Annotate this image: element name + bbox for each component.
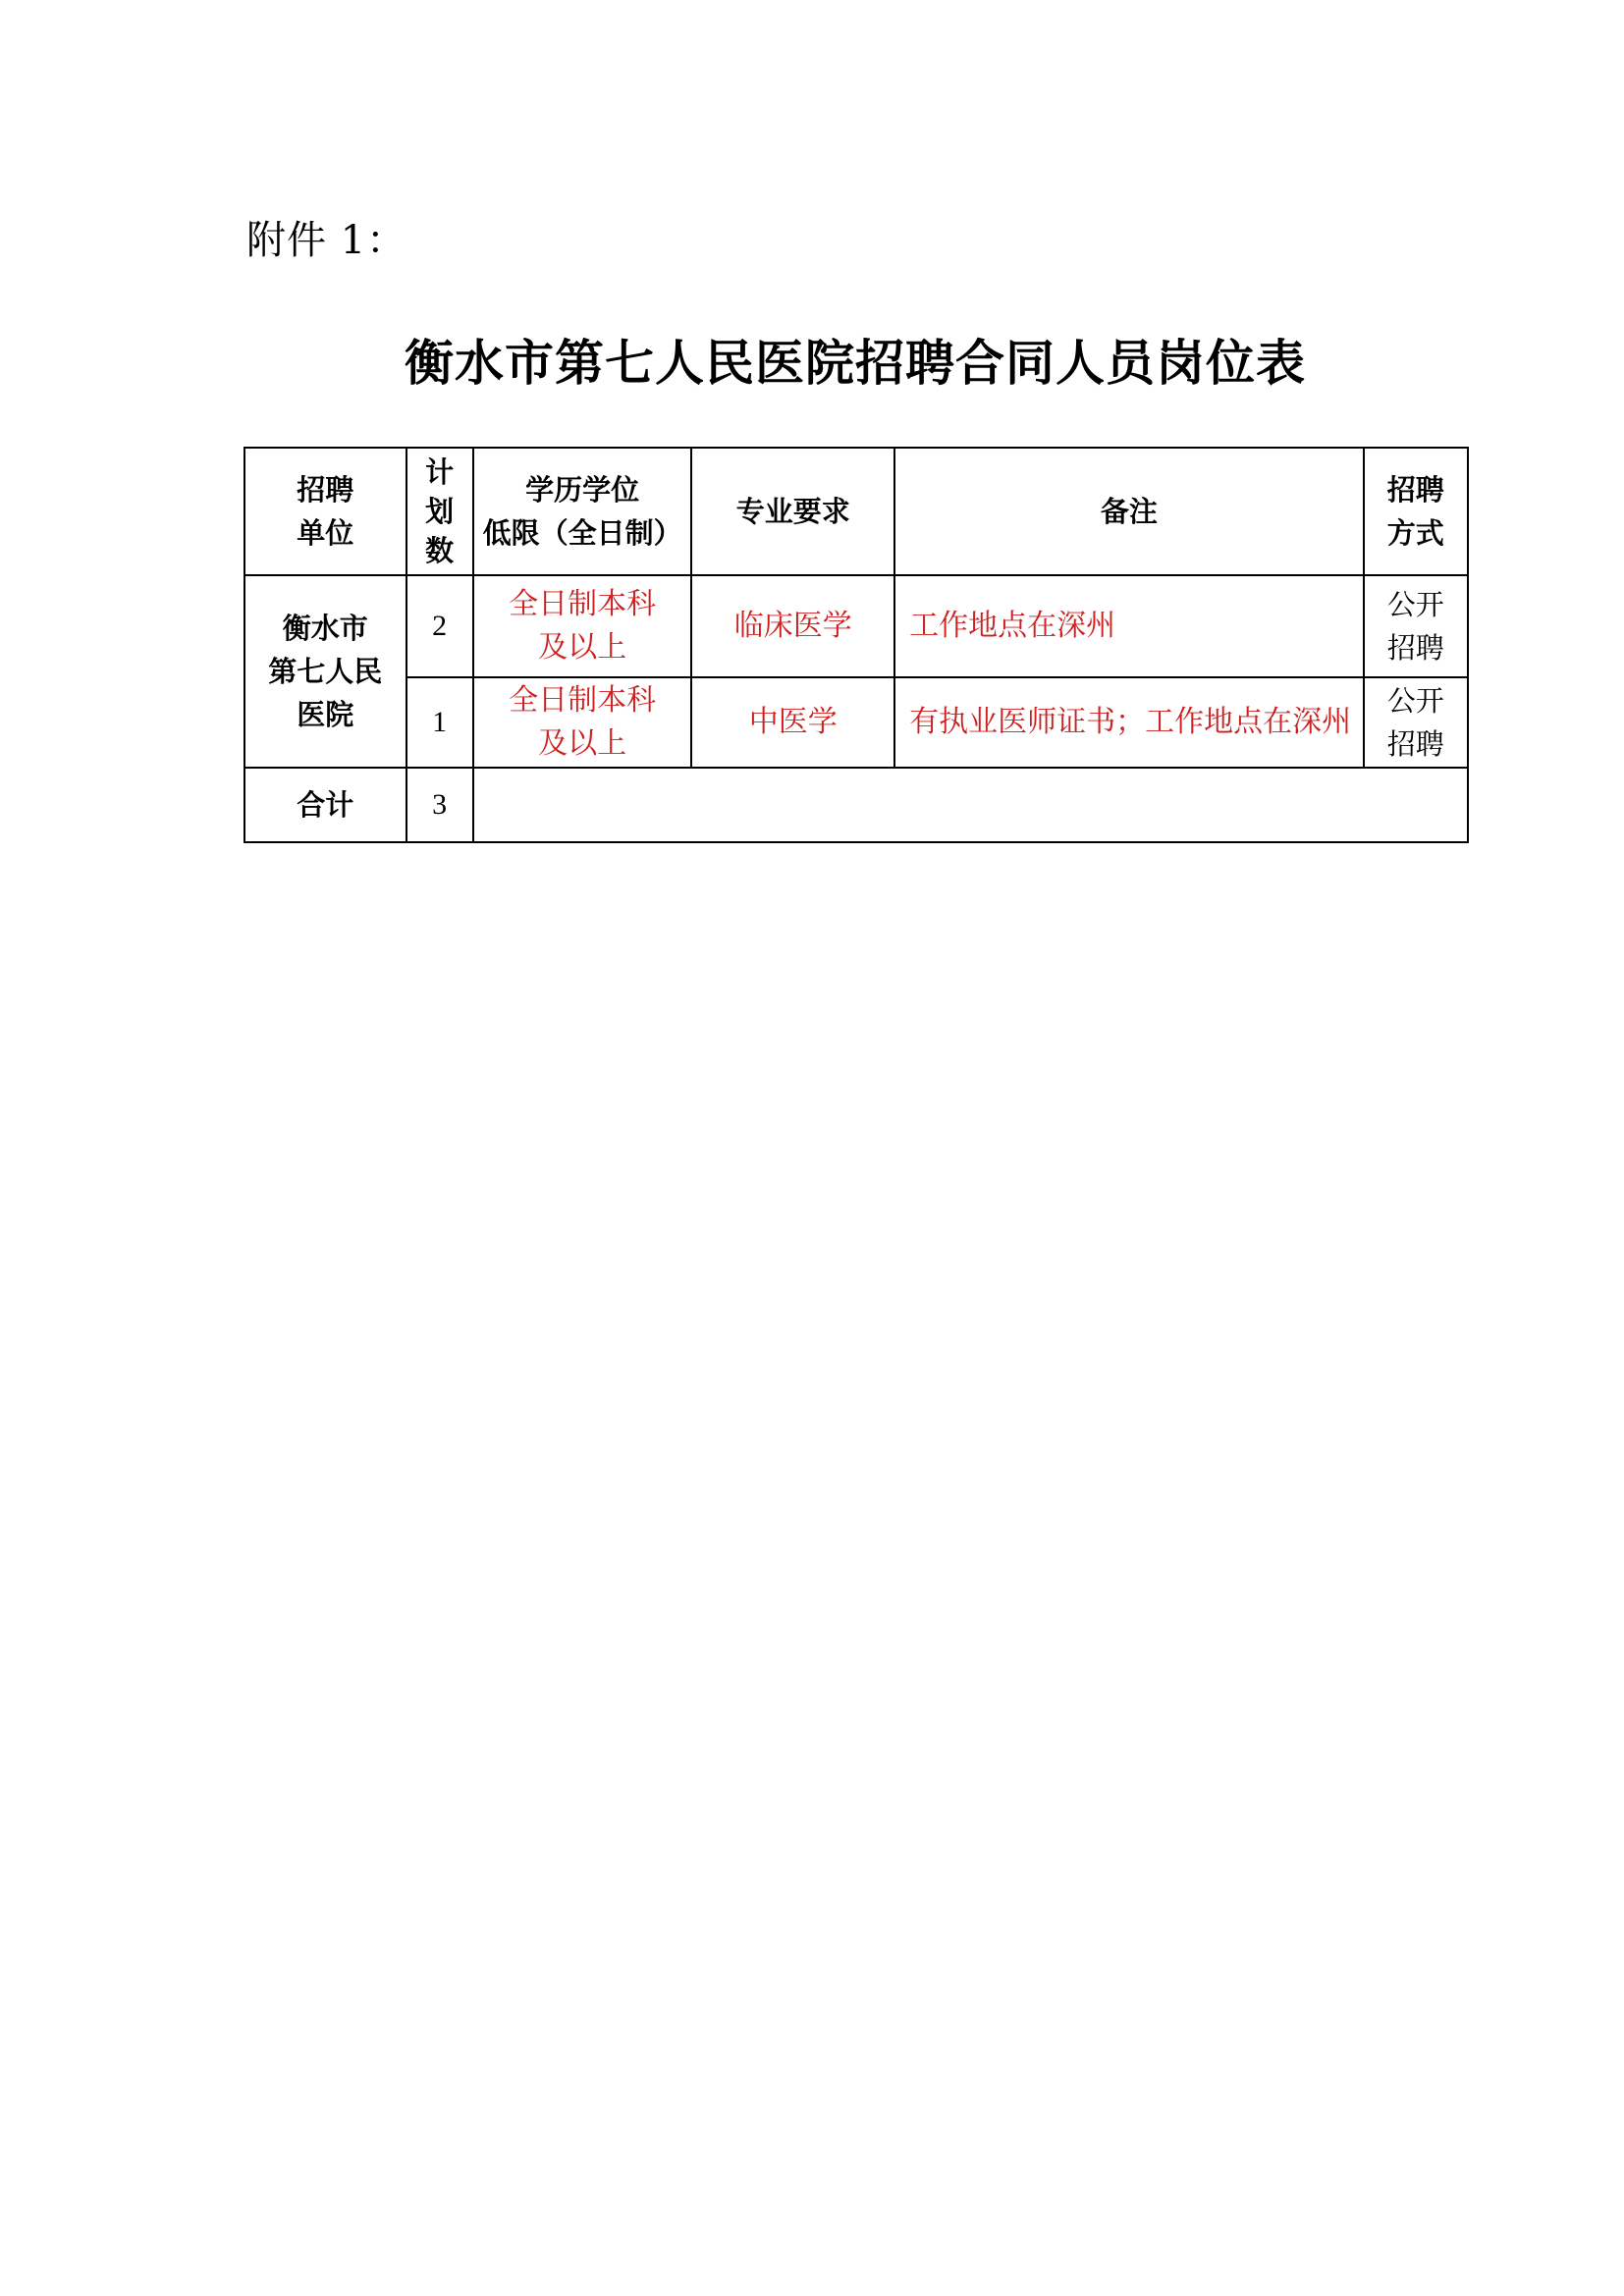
header-method [1364, 448, 1468, 575]
table-row [244, 575, 1468, 677]
total-blank-cell [473, 768, 1468, 842]
header-plan-line3: 数 [425, 534, 455, 567]
header-method-line2: 方式 [1386, 516, 1444, 550]
education-line1: 全日制本科 [509, 683, 657, 718]
method-cell [1364, 677, 1468, 768]
plan-count-cell: 2 [406, 575, 473, 677]
job-positions-table [244, 447, 1469, 843]
major-cell: 中医学 [691, 677, 894, 768]
unit-line3: 医院 [297, 698, 354, 731]
header-major: 专业要求 [691, 448, 894, 575]
unit-line1: 衡水市 [282, 612, 368, 645]
education-line2: 及以上 [538, 726, 627, 761]
notes-cell: 工作地点在深州 [894, 575, 1364, 677]
header-plan-line1: 计 [425, 455, 455, 489]
plan-count-cell: 1 [406, 677, 473, 768]
header-education-line2: 低限（全日制） [482, 516, 682, 550]
method-line2: 招聘 [1386, 727, 1444, 761]
total-row [244, 768, 1468, 842]
education-cell [473, 677, 692, 768]
recruiting-unit-cell [244, 575, 406, 768]
document-title: 衡水市第七人民医院招聘合同人员岗位表 [405, 334, 1306, 392]
header-plan-line2: 划 [425, 495, 455, 528]
attachment-label: 附件 1： [246, 218, 407, 263]
method-line1: 公开 [1386, 588, 1444, 621]
notes-cell: 有执业医师证书；工作地点在深州 [894, 677, 1364, 768]
education-line2: 及以上 [538, 630, 627, 665]
header-method-line1: 招聘 [1386, 473, 1444, 507]
unit-line2: 第七人民 [268, 655, 383, 688]
major-cell: 临床医学 [691, 575, 894, 677]
table-row [244, 677, 1468, 768]
header-plan-count [406, 448, 473, 575]
header-unit-line2: 单位 [297, 516, 354, 550]
method-cell [1364, 575, 1468, 677]
header-education-line1: 学历学位 [525, 473, 640, 507]
method-line2: 招聘 [1386, 631, 1444, 665]
total-value: 3 [406, 768, 473, 842]
header-recruiting-unit [244, 448, 406, 575]
total-label: 合计 [244, 768, 406, 842]
education-line1: 全日制本科 [509, 587, 657, 621]
table-header-row [244, 448, 1468, 575]
education-cell [473, 575, 692, 677]
header-notes: 备注 [894, 448, 1364, 575]
header-education [473, 448, 692, 575]
header-unit-line1: 招聘 [297, 473, 354, 507]
method-line1: 公开 [1386, 684, 1444, 718]
